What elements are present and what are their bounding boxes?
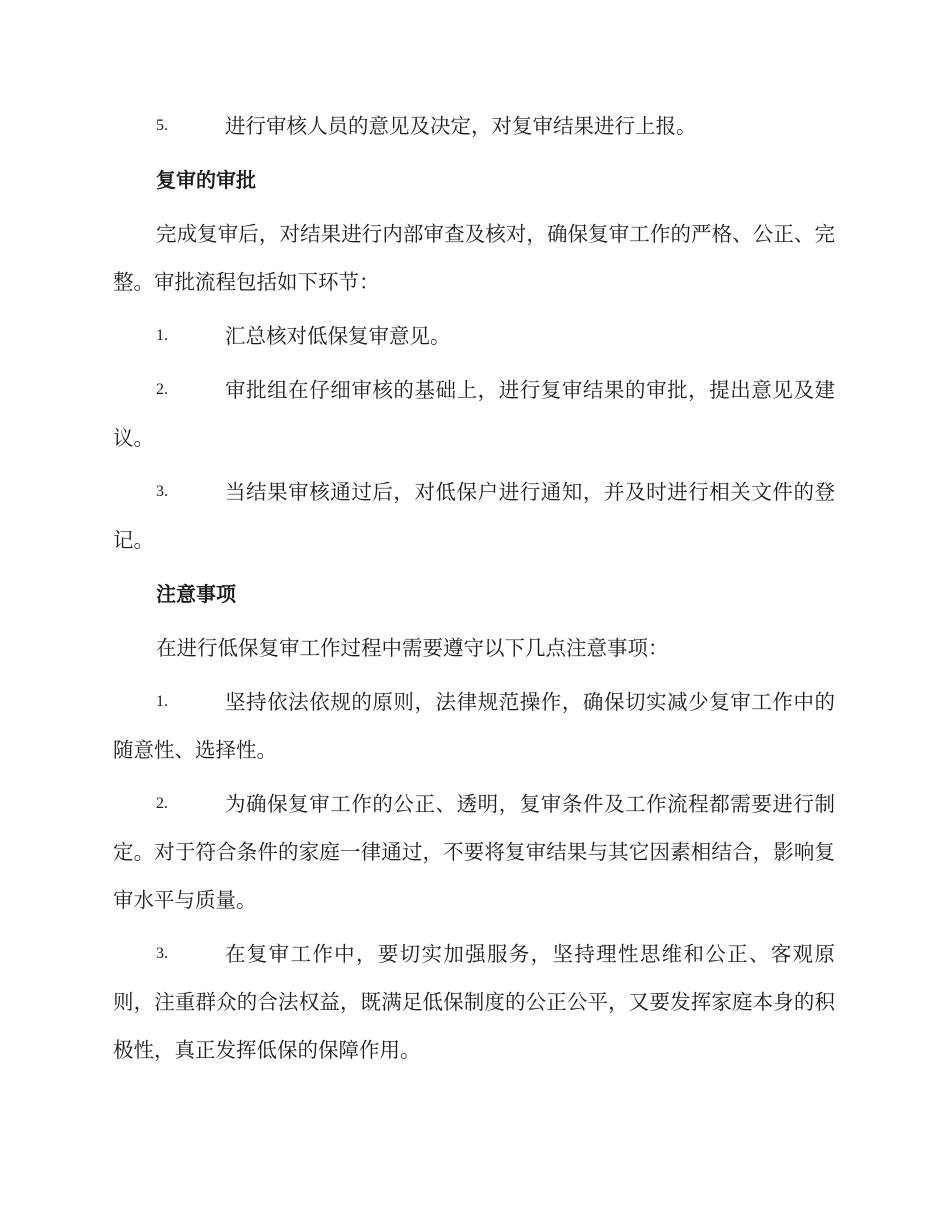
list-item (113, 102, 835, 150)
document-page (113, 102, 835, 1080)
list-text: 为确保复审工作的公正、透明，复审条件及工作流程都需要进行制定。对于符合条件的家庭一律通过，不要将复审结果与其它因素相结合，影响复审水平与质量。 (113, 792, 835, 912)
list-number: 1. (156, 693, 168, 710)
list-item (113, 780, 835, 924)
list-number: 5. (156, 117, 168, 134)
list-item (113, 468, 835, 564)
list-item (113, 678, 835, 774)
list-item (113, 366, 835, 462)
section-heading-notes: 注意事项 (156, 582, 236, 606)
list-text: 坚持依法依规的原则，法律规范操作，确保切实减少复审工作中的随意性、选择性。 (113, 690, 835, 762)
paragraph: 在进行低保复审工作过程中需要遵守以下几点注意事项： (156, 636, 669, 660)
list-item (113, 312, 835, 360)
list-number: 3. (156, 483, 168, 500)
list-number: 3. (156, 945, 168, 962)
list-text: 审批组在仔细审核的基础上，进行复审结果的审批，提出意见及建议。 (113, 378, 835, 450)
paragraph: 完成复审后，对结果进行内部审查及核对，确保复审工作的严格、公正、完整。审批流程包括如下环节： (113, 222, 835, 294)
list-text: 进行审核人员的意见及决定，对复审结果进行上报。 (225, 114, 697, 138)
section-heading-review-approval: 复审的审批 (156, 168, 256, 192)
list-text: 当结果审核通过后，对低保户进行通知，并及时进行相关文件的登记。 (113, 480, 835, 552)
list-number: 2. (156, 795, 168, 812)
list-number: 2. (156, 381, 168, 398)
list-item (113, 930, 835, 1074)
list-number: 1. (156, 327, 168, 344)
list-text: 汇总核对低保复审意见。 (225, 324, 451, 348)
list-text: 在复审工作中，要切实加强服务，坚持理性思维和公正、客观原则，注重群众的合法权益，既满足低保制度的公正公平，又要发挥家庭本身的积极性，真正发挥低保的保障作用。 (113, 942, 835, 1062)
